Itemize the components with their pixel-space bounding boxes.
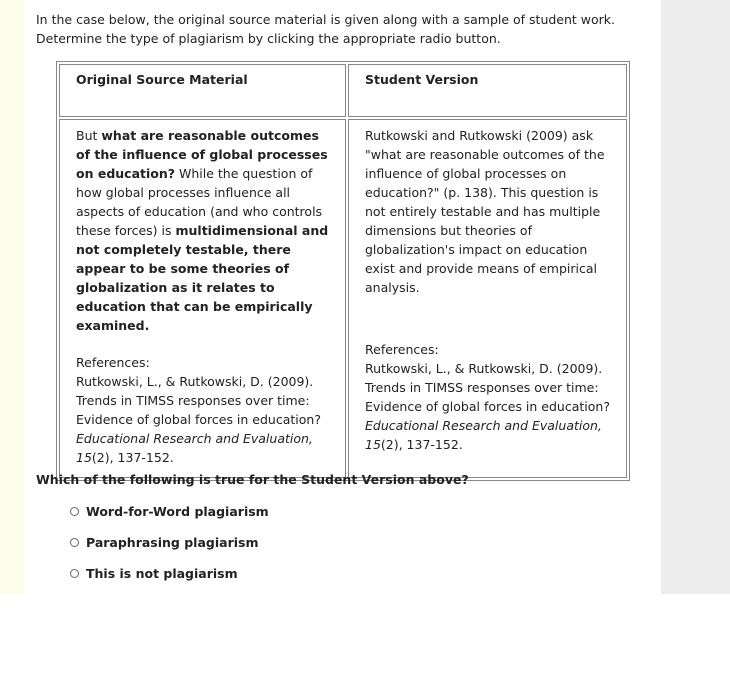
citation-text: Rutkowski, L., & Rutkowski, D. (2009). Trends in TIMSS responses over time: Evidence of global forces in education?	[76, 374, 321, 427]
issue-pages: (2), 137-152.	[91, 450, 174, 465]
original-source-cell	[59, 119, 346, 478]
right-side-panel	[661, 0, 730, 594]
option-label: Word-for-Word plagiarism	[86, 504, 269, 519]
radio-button[interactable]	[70, 507, 79, 516]
journal-volume: 15	[365, 437, 381, 452]
option-label: This is not plagiarism	[86, 566, 238, 581]
table-header-row	[59, 64, 627, 117]
original-text-1: But	[76, 128, 102, 143]
question-prompt: Which of the following is true for the Student Version above?	[36, 472, 469, 487]
left-margin-strip	[0, 0, 24, 594]
option-word-for-word[interactable]	[70, 504, 269, 519]
option-paraphrasing[interactable]	[70, 535, 258, 550]
radio-button[interactable]	[70, 538, 79, 547]
original-passage	[76, 126, 329, 335]
comparison-table	[56, 61, 630, 481]
original-bold-2: multidimensional and not completely testable, there appear to be some theories of globalization as it relates to education that can be empirically examined.	[76, 223, 329, 333]
references-label: References:	[365, 342, 439, 357]
journal-title: Educational Research and Evaluation,	[365, 418, 602, 433]
table-content-row	[59, 119, 627, 478]
reference-citation	[365, 359, 610, 454]
page-bottom-area	[0, 594, 730, 685]
journal-title: Educational Research and Evaluation,	[76, 431, 313, 446]
instructions-text: In the case below, the original source material is given along with a sample of student work. Determine the type of plagiarism by clicking the appropriate radio button.	[36, 12, 616, 46]
original-bold-1: what are reasonable outcomes of the influence of global processes on education?	[76, 128, 328, 181]
option-not-plagiarism[interactable]	[70, 566, 238, 581]
option-label: Paraphrasing plagiarism	[86, 535, 259, 550]
original-source-header: Original Source Material	[59, 64, 346, 117]
student-references	[365, 340, 610, 454]
original-text-2: While the question of how global processes influence all aspects of education (and who controls these forces) is	[76, 166, 323, 238]
references-label: References:	[76, 355, 150, 370]
journal-volume: 15	[76, 450, 92, 465]
student-passage: Rutkowski and Rutkowski (2009) ask "what are reasonable outcomes of the influence of global processes on education?" (p. 138). This question is not entirely testable and has multiple dimensions but theories of globalization's impact on education exist and provide means of empirical analysis.	[365, 128, 605, 295]
citation-text: Rutkowski, L., & Rutkowski, D. (2009). Trends in TIMSS responses over time: Evidence of global forces in education?	[365, 361, 610, 414]
student-version-cell	[348, 119, 627, 478]
original-references	[76, 353, 329, 467]
student-version-header: Student Version	[348, 64, 627, 117]
reference-citation	[76, 372, 329, 467]
issue-pages: (2), 137-152.	[380, 437, 463, 452]
radio-button[interactable]	[70, 569, 79, 578]
